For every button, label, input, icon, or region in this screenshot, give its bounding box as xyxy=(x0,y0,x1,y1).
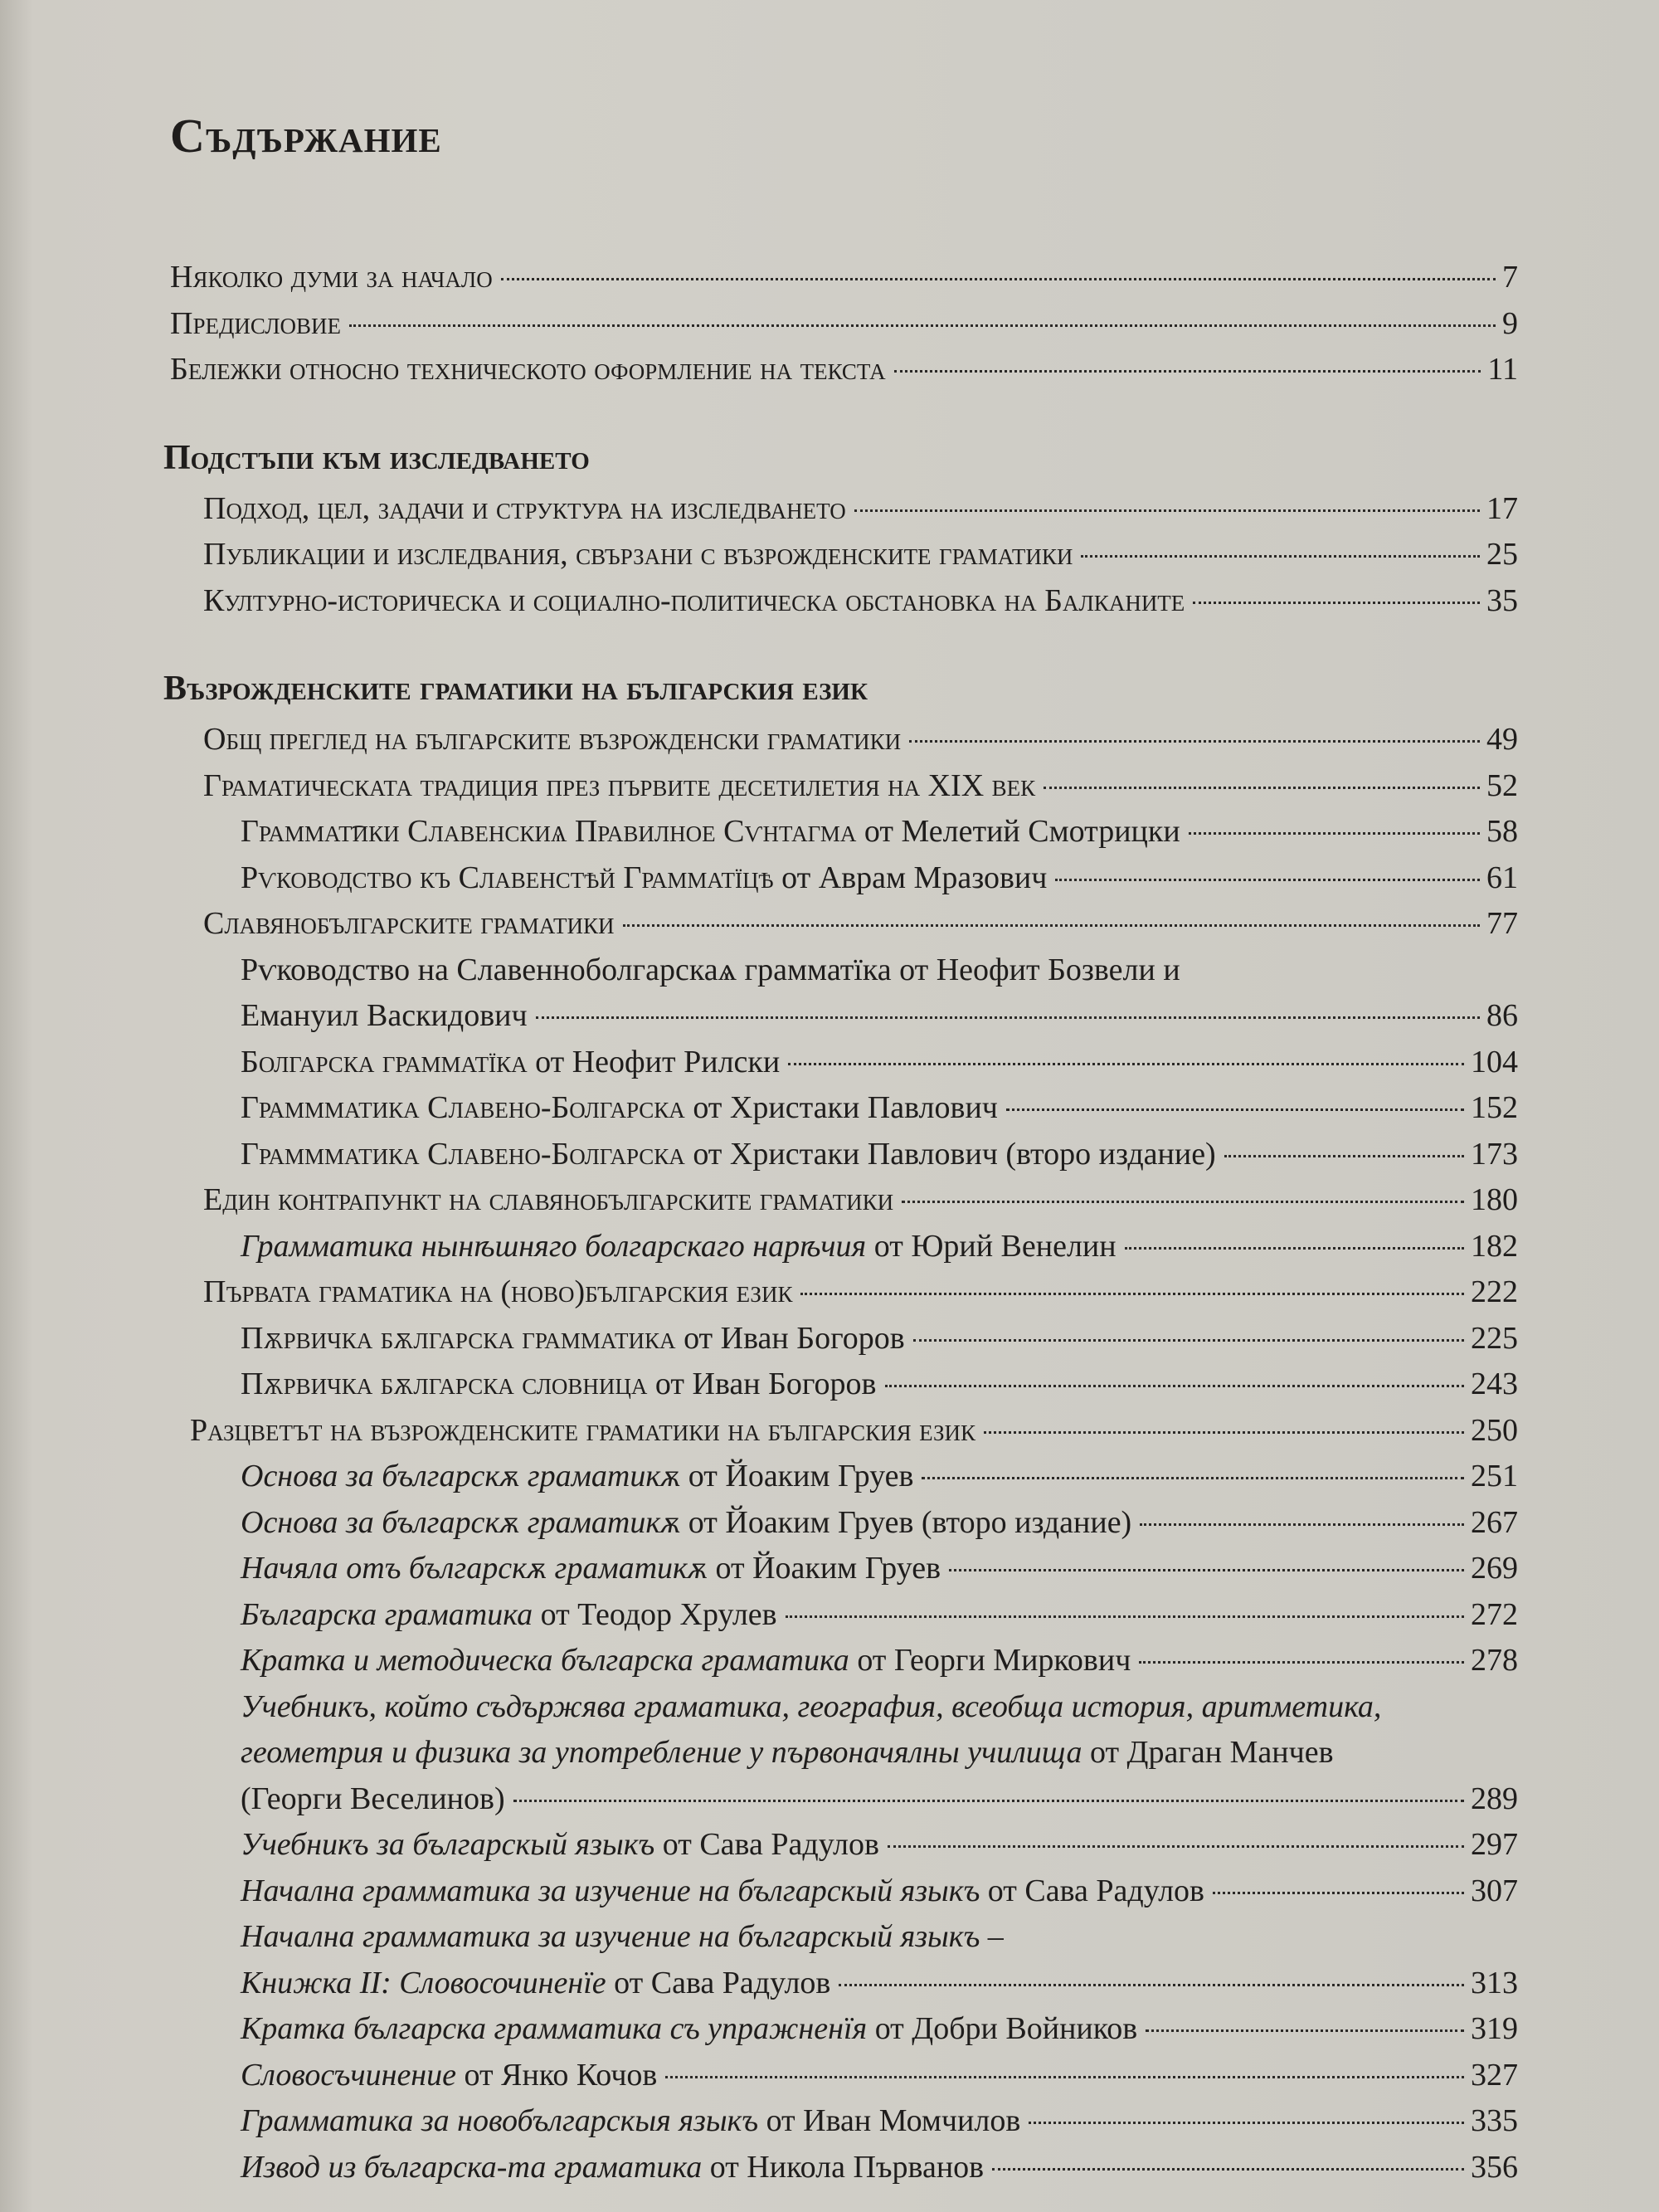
page-number: 17 xyxy=(1486,490,1518,526)
entry-label xyxy=(241,2145,984,2191)
work-title: Рѵководство къ Славенстѣй Грамматїцѣ xyxy=(241,860,774,895)
work-author: от Христаки Павлович xyxy=(684,1090,998,1125)
entry-label xyxy=(241,1132,1216,1178)
page-number: 222 xyxy=(1471,1274,1518,1309)
toc-subentry[interactable] xyxy=(170,1961,1518,2007)
page-number: 182 xyxy=(1471,1228,1518,1264)
page-number: 327 xyxy=(1471,2057,1518,2093)
toc-subentry-line[interactable] xyxy=(170,948,1518,994)
front-matter xyxy=(170,255,1518,393)
leader-dots xyxy=(922,1477,1464,1479)
work-title: Учебникъ за българскый языкъ xyxy=(241,1827,655,1862)
work-title: Начална грамматика за изучение на българскый языкъ xyxy=(241,1873,980,1908)
work-author: от Добри Войников xyxy=(867,2011,1138,2046)
toc-entry[interactable] xyxy=(170,901,1518,948)
toc-entry[interactable] xyxy=(170,1408,1518,1454)
work-title: Граммматика Славено-Болгарска xyxy=(241,1090,685,1125)
work-title: Начяла отъ българскѫ граматикѫ xyxy=(241,1551,708,1586)
leader-dots xyxy=(854,509,1480,512)
toc-subentry-line[interactable] xyxy=(170,1914,1518,1961)
page-number: 250 xyxy=(1471,1412,1518,1448)
leader-dots xyxy=(1044,787,1480,789)
leader-dots xyxy=(786,1615,1464,1618)
work-title: Учебникъ, който съдържява граматика, география, всеобща история, аритметика, xyxy=(241,1688,1382,1724)
work-author: от Христаки Павлович (второ издание) xyxy=(684,1136,1216,1172)
work-title: Граммат͡ики Славенскиѧ Правилное Сѵнтагма xyxy=(241,814,857,849)
toc-entry[interactable] xyxy=(170,717,1518,763)
entry-label: Бележки относно техническото оформление на текста xyxy=(170,352,886,387)
work-author: от Иван Богоров xyxy=(675,1320,905,1356)
work-title: Книжка II: Словосочиненїе xyxy=(241,1965,606,2000)
entry-label: Един контрапункт на славянобългарските граматики xyxy=(203,1182,894,1217)
toc-subentry[interactable] xyxy=(170,1638,1518,1684)
leader-dots xyxy=(839,1984,1464,1986)
page-number: 278 xyxy=(1471,1643,1518,1678)
toc-entry[interactable] xyxy=(170,763,1518,810)
page-number: 9 xyxy=(1502,305,1518,341)
entry-label xyxy=(241,2053,657,2099)
leader-dots xyxy=(984,1431,1464,1434)
work-author: от Неофит Рилски xyxy=(527,1044,781,1079)
toc-subentry[interactable] xyxy=(170,1500,1518,1547)
page-number: 104 xyxy=(1471,1044,1518,1079)
entry-label xyxy=(241,1224,1117,1270)
page-number: 173 xyxy=(1471,1136,1518,1172)
page-number: 335 xyxy=(1471,2103,1518,2138)
page-number: 319 xyxy=(1471,2011,1518,2046)
entry-label: Първата граматика на (ново)българския език xyxy=(203,1274,793,1309)
leader-dots xyxy=(888,1845,1464,1848)
leader-dots xyxy=(1081,555,1480,558)
entry-label xyxy=(241,1454,913,1500)
work-title: Пѫрвичка бѫлгарска словница xyxy=(241,1367,648,1401)
work-author: от Янко Кочов xyxy=(456,2057,658,2093)
entry-label: (Георги Веселинов) xyxy=(241,1781,505,1816)
toc-subentry[interactable] xyxy=(170,855,1518,902)
toc-subentry[interactable] xyxy=(170,1085,1518,1132)
page-number: 52 xyxy=(1486,767,1518,803)
work-title: Кратка и методическа българска граматика xyxy=(241,1643,849,1678)
page-number: 180 xyxy=(1471,1182,1518,1217)
toc-subentry[interactable] xyxy=(170,1224,1518,1270)
toc-entry[interactable] xyxy=(170,1269,1518,1316)
page-number: 152 xyxy=(1471,1090,1518,1125)
entry-label: Подход, цел, задачи и структура на изследването xyxy=(203,490,846,526)
entry-label xyxy=(241,1638,1131,1684)
work-title: Словосъчинение xyxy=(241,2057,457,2093)
work-author: от Йоаким Груев (второ издание) xyxy=(680,1504,1132,1540)
leader-dots xyxy=(788,1063,1464,1065)
work-title: Кратка българска грамматика съ упражненїя xyxy=(241,2011,868,2046)
work-author: от Теодор Хрулев xyxy=(533,1596,777,1632)
section-heading: Възрожденските граматики на българския език xyxy=(163,670,868,708)
leader-dots xyxy=(1213,1892,1464,1894)
leader-dots xyxy=(1146,2029,1464,2032)
entry-label xyxy=(241,1500,1131,1547)
work-title: Основа за българскѫ граматикѫ xyxy=(241,1504,681,1540)
work-title: Грамматика нынѣшняго болгарскаго нарѣчия xyxy=(241,1228,867,1264)
page-number: 251 xyxy=(1471,1459,1518,1493)
leader-dots xyxy=(913,1339,1464,1342)
leader-dots xyxy=(1029,2122,1464,2124)
toc-subentry[interactable] xyxy=(170,809,1518,855)
entry-label xyxy=(241,1869,1204,1915)
leader-dots xyxy=(894,370,1481,373)
entry-label: Граматическата традиция през първите десетилетия на XIX век xyxy=(203,767,1036,803)
leader-dots xyxy=(992,2168,1464,2171)
toc-subentry[interactable] xyxy=(170,2098,1518,2145)
work-author: от Сава Радулов xyxy=(654,1827,879,1862)
toc-subentry[interactable] xyxy=(170,2145,1518,2191)
entry-label: Публикации и изследвания, свързани с възрожденските граматики xyxy=(203,537,1073,572)
entry-label: Предисловие xyxy=(170,305,342,341)
leader-dots xyxy=(800,1293,1464,1295)
page-number: 313 xyxy=(1471,1965,1518,2000)
work-title: Основа за българскѫ граматикѫ xyxy=(241,1459,681,1493)
page-number: 35 xyxy=(1486,582,1518,618)
page-number: 267 xyxy=(1471,1504,1518,1540)
entry-label: Общ преглед на българските възрожденски граматики xyxy=(203,722,902,757)
leader-dots xyxy=(623,924,1481,927)
page-number: 307 xyxy=(1471,1873,1518,1908)
entry-label: Разцветът на възрожденските граматики на българския език xyxy=(190,1412,976,1448)
work-author: от Никола Първанов xyxy=(702,2149,985,2185)
work-title: Начална грамматика за изучение на българскый языкъ – xyxy=(241,1919,1004,1954)
work-title: Граммматика Славено-Болгарска xyxy=(241,1136,685,1172)
leader-dots xyxy=(885,1385,1465,1387)
work-title: Българска граматика xyxy=(241,1596,533,1632)
entry-label xyxy=(241,1546,941,1592)
toc-entry[interactable] xyxy=(170,532,1518,578)
page-number: 269 xyxy=(1471,1551,1518,1586)
toc-subentry[interactable] xyxy=(170,2006,1518,2053)
entry-label xyxy=(241,1316,905,1362)
entry-label xyxy=(241,1085,998,1132)
entry-label xyxy=(241,1822,879,1869)
toc-entry[interactable] xyxy=(170,255,1518,301)
toc-subentry[interactable] xyxy=(170,1316,1518,1362)
entry-label xyxy=(241,1362,877,1408)
entry-label: Славянобългарските граматики xyxy=(203,906,615,941)
work-author: от Юрий Венелин xyxy=(866,1228,1117,1264)
page-number: 11 xyxy=(1487,352,1518,387)
leader-dots xyxy=(1189,832,1480,835)
entry-label xyxy=(241,2006,1137,2053)
leader-dots xyxy=(1224,1155,1464,1157)
entry-label xyxy=(241,2098,1020,2145)
page-number: 61 xyxy=(1486,860,1518,895)
page-title: Съдържание xyxy=(170,109,442,163)
work-title: Болгарска грамматїка xyxy=(241,1044,528,1079)
work-author: от Иван Богоров xyxy=(647,1367,877,1401)
work-title: Рѵководство на Славенноболгарскаѧ грамматїка xyxy=(241,952,892,987)
leader-dots xyxy=(909,740,1480,743)
page-number: 77 xyxy=(1486,906,1518,941)
leader-dots xyxy=(349,324,1496,327)
toc-entry[interactable] xyxy=(170,486,1518,533)
leader-dots xyxy=(1139,1661,1464,1664)
toc-subentry[interactable] xyxy=(170,1362,1518,1408)
section-heading: Подстъпи към изследването xyxy=(163,438,590,477)
toc-subentry[interactable] xyxy=(170,1822,1518,1869)
work-author: от Драган Манчев xyxy=(1082,1735,1334,1770)
leader-dots xyxy=(1193,602,1480,604)
toc-subentry[interactable] xyxy=(170,1869,1518,1915)
entry-label xyxy=(241,1592,777,1639)
page-number: 243 xyxy=(1471,1367,1518,1401)
page-number: 58 xyxy=(1486,814,1518,849)
page-number: 225 xyxy=(1471,1320,1518,1356)
work-title: Пѫрвичка бѫлгарска грамматика xyxy=(241,1320,676,1356)
work-title: Грамматика за новобългарскыя языкъ xyxy=(241,2103,759,2138)
page-number: 356 xyxy=(1471,2149,1518,2185)
leader-dots xyxy=(949,1569,1464,1571)
page-number: 49 xyxy=(1486,722,1518,757)
page-number: 86 xyxy=(1486,998,1518,1033)
toc-subentry[interactable] xyxy=(170,1454,1518,1500)
entry-label xyxy=(241,1961,830,2007)
section-approaches xyxy=(163,435,1518,625)
toc-subentry[interactable] xyxy=(170,1040,1518,1086)
entry-label: Няколко думи за начало xyxy=(170,260,493,295)
leader-dots xyxy=(1125,1247,1464,1250)
work-author: от Неофит Бозвели и xyxy=(891,952,1180,987)
page-number: 289 xyxy=(1471,1781,1518,1816)
toc-subentry[interactable] xyxy=(170,1592,1518,1639)
work-author: от Сава Радулов xyxy=(606,1965,831,2000)
work-author: от Аврам Мразович xyxy=(773,860,1048,895)
toc-entry[interactable] xyxy=(170,301,1518,348)
toc-entry[interactable] xyxy=(170,347,1518,393)
toc-entry[interactable] xyxy=(170,1177,1518,1224)
leader-dots xyxy=(513,1800,1464,1802)
work-title: Извод из българска-та граматика xyxy=(241,2149,703,2185)
entry-label xyxy=(241,1040,780,1086)
toc-entry[interactable] xyxy=(170,578,1518,625)
toc-subentry[interactable] xyxy=(170,1132,1518,1178)
toc-subentry-line[interactable] xyxy=(170,1730,1518,1776)
section-grammars xyxy=(163,665,1518,2190)
leader-dots xyxy=(665,2076,1464,2078)
work-author: от Сава Радулов xyxy=(980,1873,1204,1908)
entry-label xyxy=(241,809,1180,855)
leader-dots xyxy=(902,1201,1464,1203)
leader-dots xyxy=(1006,1108,1464,1111)
page-number: 7 xyxy=(1502,260,1518,295)
work-title: геометрия и физика за употребление у първоначялны училища xyxy=(241,1735,1082,1770)
entry-label: Емануил Васкидович xyxy=(241,998,528,1033)
work-author: от Мелетий Смотрицки xyxy=(856,814,1180,849)
toc-subentry[interactable] xyxy=(170,2053,1518,2099)
work-author: от Георги Миркович xyxy=(849,1643,1131,1678)
page-number: 272 xyxy=(1471,1596,1518,1632)
toc-subentry[interactable] xyxy=(170,993,1518,1040)
page-number: 25 xyxy=(1486,537,1518,572)
leader-dots xyxy=(1140,1523,1464,1526)
work-author: от Иван Момчилов xyxy=(758,2103,1021,2138)
toc-subentry[interactable] xyxy=(170,1776,1518,1823)
work-author: от Йоаким Груев xyxy=(680,1459,914,1493)
leader-dots xyxy=(501,278,1496,280)
entry-label xyxy=(241,855,1047,902)
toc-subentry-line[interactable] xyxy=(170,1684,1518,1731)
toc-subentry[interactable] xyxy=(170,1546,1518,1592)
entry-label: Културно-историческа и социално-политическа обстановка на Балканите xyxy=(203,582,1185,618)
leader-dots xyxy=(1055,879,1480,881)
leader-dots xyxy=(536,1016,1480,1019)
work-author: от Йоаким Груев xyxy=(707,1551,941,1586)
page-number: 297 xyxy=(1471,1827,1518,1862)
